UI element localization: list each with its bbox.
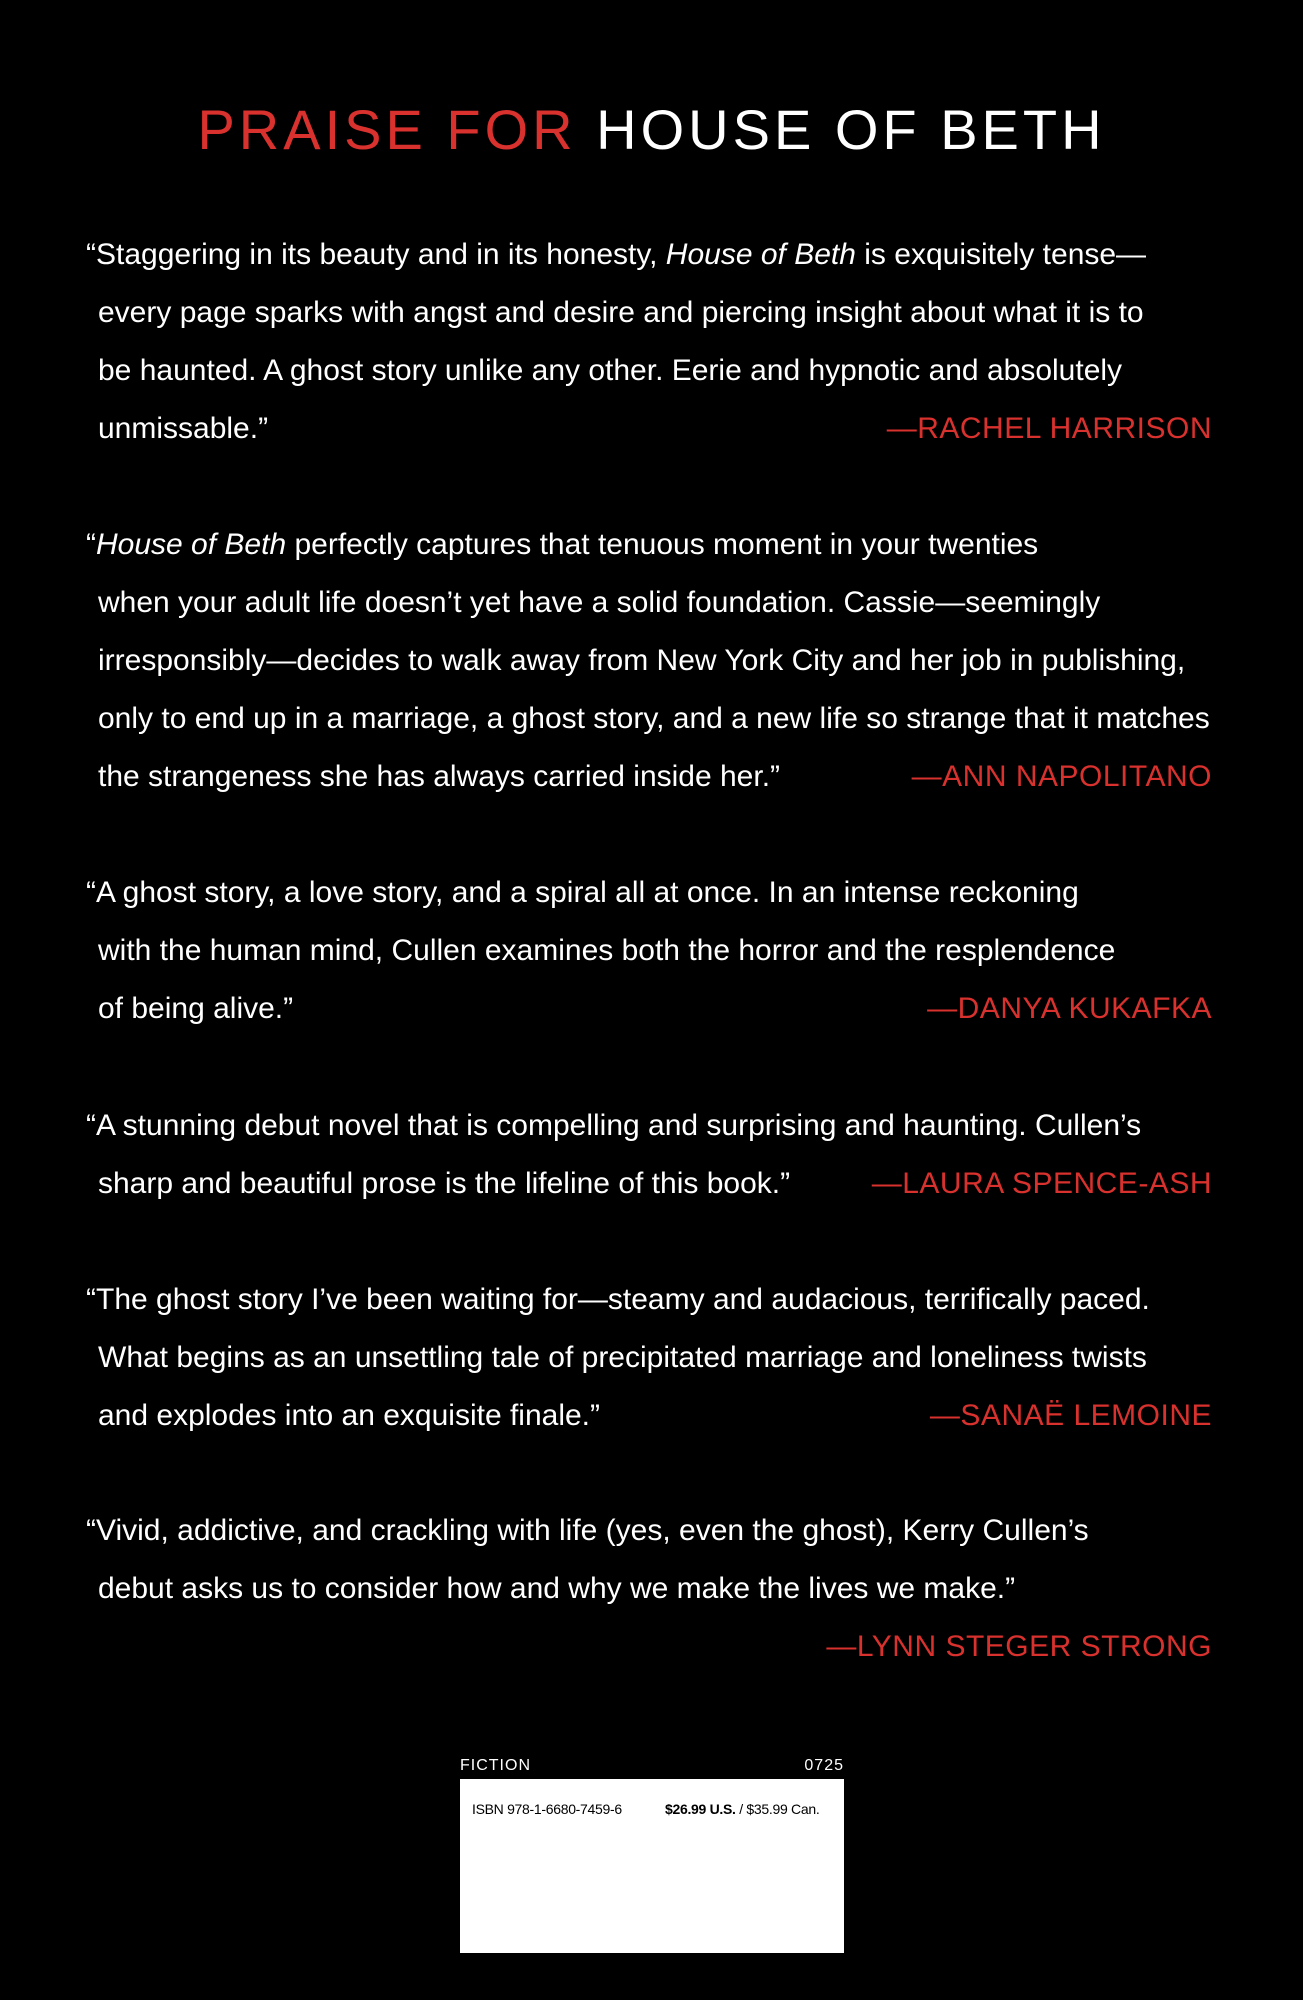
blurb-lynn-steger-strong	[86, 1502, 1212, 1676]
blurb-line: when your adult life doesn’t yet have a solid foundation. Cassie—seemingly	[98, 586, 1101, 619]
blurb-line: “Staggering in its beauty and in its honesty, House of Beth is exquisitely tense—	[86, 238, 1147, 271]
attribution-danya-kukafka: —DANYA KUKAFKA	[927, 992, 1212, 1025]
blurb-line: with the human mind, Cullen examines both the horror and the resplendence	[98, 934, 1116, 967]
price-separator: /	[735, 1801, 747, 1817]
price-text	[665, 1801, 819, 1817]
blurb-line: irresponsibly—decides to walk away from New York City and her job in publishing,	[98, 644, 1186, 677]
blurb-ann-napolitano	[86, 516, 1212, 806]
attribution-rachel-harrison: —RACHEL HARRISON	[886, 412, 1212, 445]
blurb-line: sharp and beautiful prose is the lifeline of this book.” —LAURA SPENCE-ASH	[86, 1155, 1212, 1213]
blurb-line: “House of Beth perfectly captures that tenuous moment in your twenties	[86, 528, 1039, 561]
blurb-line: “Vivid, addictive, and crackling with life (yes, even the ghost), Kerry Cullen’s	[86, 1514, 1089, 1547]
barcode-header	[460, 1757, 844, 1779]
blurb-line: debut asks us to consider how and why we make the lives we make.”	[98, 1572, 1016, 1605]
blurb-line: only to end up in a marriage, a ghost story, and a new life so strange that it matches	[98, 702, 1210, 735]
heading-praise-for: PRAISE FOR	[197, 98, 577, 161]
blurb-rachel-harrison	[86, 226, 1212, 458]
blurb-line: unmissable.” —RACHEL HARRISON	[86, 400, 1212, 458]
blurb-danya-kukafka	[86, 864, 1212, 1038]
blurb-sanae-lemoine	[86, 1271, 1212, 1445]
attribution-laura-spence-ash: —LAURA SPENCE-ASH	[871, 1167, 1212, 1200]
category-label: FICTION	[460, 1757, 531, 1774]
blurb-line: be haunted. A ghost story unlike any other. Eerie and hypnotic and absolutely	[98, 354, 1123, 387]
attribution-sanae-lemoine: —SANAË LEMOINE	[929, 1399, 1212, 1432]
barcode-panel	[460, 1779, 844, 1953]
barcode-code: 0725	[804, 1757, 844, 1774]
blurb-laura-spence-ash	[86, 1097, 1212, 1213]
attribution-lynn-steger-strong: —LYNN STEGER STRONG	[826, 1630, 1212, 1663]
isbn-text: ISBN 978-1-6680-7459-6	[472, 1801, 622, 1817]
blurb-line: the strangeness she has always carried inside her.” —ANN NAPOLITANO	[86, 748, 1212, 806]
praise-heading	[0, 95, 1303, 165]
heading-book-title: HOUSE OF BETH	[596, 98, 1106, 161]
blurb-line: of being alive.” —DANYA KUKAFKA	[86, 980, 1212, 1038]
blurb-line: “A ghost story, a love story, and a spiral all at once. In an intense reckoning	[86, 876, 1079, 909]
blurb-line: every page sparks with angst and desire and piercing insight about what it is to	[98, 296, 1144, 329]
attribution-ann-napolitano: —ANN NAPOLITANO	[911, 760, 1212, 793]
price-us: $26.99 U.S.	[665, 1801, 736, 1817]
blurb-line: What begins as an unsettling tale of precipitated marriage and loneliness twists	[98, 1341, 1147, 1374]
blurb-line: “The ghost story I’ve been waiting for—steamy and audacious, terrifically paced.	[86, 1283, 1150, 1316]
blurb-line: and explodes into an exquisite finale.” —SANAË LEMOINE	[86, 1387, 1212, 1445]
book-title-italic: House of Beth	[96, 528, 287, 561]
blurb-line: “A stunning debut novel that is compelling and surprising and haunting. Cullen’s	[86, 1109, 1142, 1142]
price-can: $35.99 Can.	[746, 1801, 820, 1817]
book-title-italic: House of Beth	[665, 238, 856, 271]
